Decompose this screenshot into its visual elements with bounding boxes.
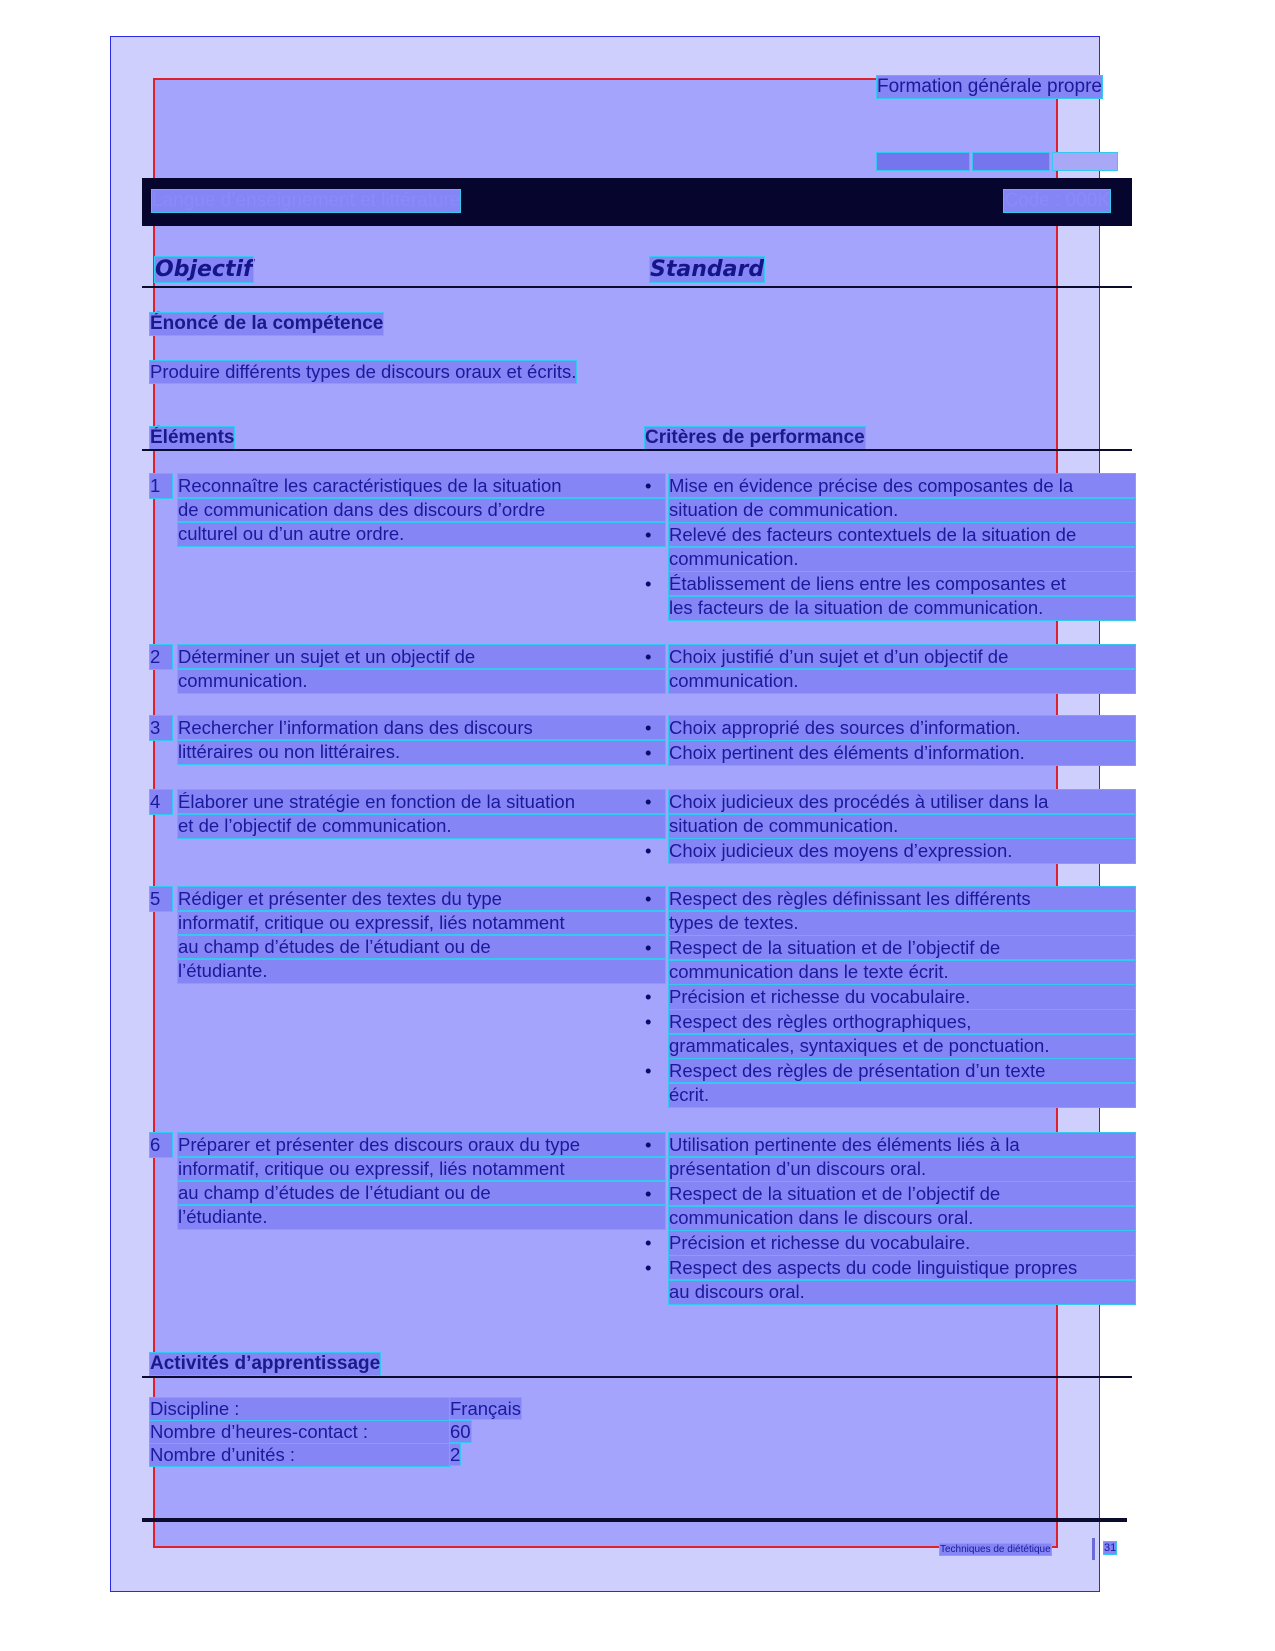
element-item (150, 1133, 665, 1229)
criterion (645, 985, 1135, 1009)
criterion (645, 1133, 1135, 1181)
elements-heading: Éléments (150, 427, 235, 448)
element-text-line: Rechercher l’information dans des discours (178, 716, 665, 740)
criterion (645, 887, 1135, 935)
bullet-icon: • (645, 791, 652, 812)
criterion (645, 790, 1135, 838)
criteres-heading: Critères de performance (645, 427, 865, 448)
element-text-line: littéraires ou non littéraires. (178, 740, 665, 764)
bullet-icon: • (645, 573, 652, 594)
top-label: Formation générale propre (877, 76, 1102, 97)
element-text-line: Reconnaître les caractéristiques de la situation (178, 474, 665, 498)
element-text-line: Préparer et présenter des discours oraux du type (178, 1133, 665, 1157)
element-number: 1 (150, 474, 172, 498)
element-text-line: Rédiger et présenter des textes du type (178, 887, 665, 911)
criterion-text-line: Utilisation pertinente des éléments liés à la (669, 1133, 1135, 1157)
criterion (645, 1231, 1135, 1255)
bullet-icon: • (645, 717, 652, 738)
activite-row (150, 1444, 460, 1466)
criterion-text-line: Choix approprié des sources d’information. (669, 716, 1135, 740)
element-item (150, 645, 665, 693)
element-item (150, 474, 665, 546)
course-code: Code : 000K (1004, 190, 1110, 211)
criterion (645, 1059, 1135, 1107)
criteria-list (645, 887, 1135, 1108)
bullet-icon: • (645, 646, 652, 667)
criterion (645, 839, 1135, 863)
bullet-icon: • (645, 1011, 652, 1032)
criterion (645, 1182, 1135, 1230)
page-number: 31 (1104, 1542, 1117, 1554)
criteria-list (645, 474, 1135, 621)
footer-separator (1092, 1538, 1095, 1560)
criteria-list (645, 790, 1135, 864)
criterion (645, 936, 1135, 984)
bullet-icon: • (645, 524, 652, 545)
activite-value: 2 (450, 1444, 461, 1465)
criteria-list (645, 716, 1135, 766)
element-item (150, 716, 665, 764)
element-text-line: et de l’objectif de communication. (178, 814, 665, 838)
criterion-text-line: Respect des aspects du code linguistique propres (669, 1256, 1135, 1280)
bullet-icon: • (645, 986, 652, 1007)
element-text-line: culturel ou d’un autre ordre. (178, 522, 665, 546)
activite-label: Nombre d’heures-contact : (150, 1421, 450, 1443)
criterion-text-line: Choix judicieux des procédés à utiliser dans la (669, 790, 1135, 814)
element-text-line: Élaborer une stratégie en fonction de la situation (178, 790, 665, 814)
criterion-text-line: communication. (669, 547, 1135, 571)
criterion-text-line: situation de communication. (669, 814, 1135, 838)
enonce-heading: Énoncé de la compétence (150, 313, 384, 334)
element-number: 3 (150, 716, 172, 740)
header-bars (877, 153, 1117, 170)
criterion-text-line: Mise en évidence précise des composantes de la (669, 474, 1135, 498)
element-text-line: informatif, critique ou expressif, liés notamment (178, 1157, 665, 1181)
element-text-line: l’étudiante. (178, 959, 665, 983)
criteria-list (645, 645, 1135, 694)
criterion (645, 1010, 1135, 1058)
criterion-text-line: Établissement de liens entre les composantes et (669, 572, 1135, 596)
criterion (645, 716, 1135, 740)
criterion-text-line: Choix justifié d’un sujet et d’un objectif de (669, 645, 1135, 669)
bullet-icon: • (645, 1060, 652, 1081)
criterion-text-line: situation de communication. (669, 498, 1135, 522)
element-item (150, 887, 665, 983)
element-text-line: informatif, critique ou expressif, liés notamment (178, 911, 665, 935)
criterion (645, 523, 1135, 571)
footer-rule (142, 1518, 1127, 1522)
criterion-text-line: Respect des règles de présentation d’un texte (669, 1059, 1135, 1083)
bullet-icon: • (645, 1183, 652, 1204)
header-bar (877, 153, 969, 170)
activite-row (150, 1398, 521, 1420)
enonce-text: Produire différents types de discours oraux et écrits. (150, 361, 577, 382)
criterion-text-line: Respect de la situation et de l’objectif de (669, 936, 1135, 960)
element-text-line: l’étudiante. (178, 1205, 665, 1229)
element-item (150, 790, 665, 838)
element-text-line: Déterminer un sujet et un objectif de (178, 645, 665, 669)
element-number: 4 (150, 790, 172, 814)
bullet-icon: • (645, 840, 652, 861)
criterion (645, 474, 1135, 522)
element-text-line: communication. (178, 669, 665, 693)
objectif-heading: Objectif (155, 257, 253, 282)
element-text-line: au champ d’études de l’étudiant ou de (178, 935, 665, 959)
criterion-text-line: au discours oral. (669, 1280, 1135, 1304)
bullet-icon: • (645, 937, 652, 958)
bullet-icon: • (645, 742, 652, 763)
criterion (645, 572, 1135, 620)
course-title: Langue d’enseignement et littérature (152, 190, 461, 211)
bullet-icon: • (645, 1232, 652, 1253)
criterion-text-line: Choix judicieux des moyens d’expression. (669, 839, 1135, 863)
criterion-text-line: Précision et richesse du vocabulaire. (669, 1231, 1135, 1255)
criterion-text-line: les facteurs de la situation de communication. (669, 596, 1135, 620)
footer-program: Techniques de diététique (940, 1544, 1051, 1555)
rule (142, 286, 1132, 288)
rule (142, 449, 1132, 451)
title-band (142, 178, 1132, 226)
criterion-text-line: écrit. (669, 1083, 1135, 1107)
bullet-icon: • (645, 1134, 652, 1155)
criterion-text-line: Relevé des facteurs contextuels de la situation de (669, 523, 1135, 547)
criterion-text-line: grammaticales, syntaxiques et de ponctuation. (669, 1034, 1135, 1058)
criteria-list (645, 1133, 1135, 1305)
criterion-text-line: communication. (669, 669, 1135, 693)
criterion (645, 1256, 1135, 1304)
rule (142, 1376, 1132, 1378)
element-number: 5 (150, 887, 172, 911)
bullet-icon: • (645, 1257, 652, 1278)
bullet-icon: • (645, 888, 652, 909)
criterion-text-line: Choix pertinent des éléments d’information. (669, 741, 1135, 765)
bullet-icon: • (645, 475, 652, 496)
element-number: 2 (150, 645, 172, 669)
element-number: 6 (150, 1133, 172, 1157)
criterion-text-line: Précision et richesse du vocabulaire. (669, 985, 1135, 1009)
activites-heading: Activités d’apprentissage (150, 1353, 381, 1374)
criterion-text-line: types de textes. (669, 911, 1135, 935)
criterion (645, 741, 1135, 765)
activite-value: 60 (450, 1421, 471, 1442)
activite-row (150, 1421, 471, 1443)
criterion-text-line: présentation d’un discours oral. (669, 1157, 1135, 1181)
header-bar (1053, 153, 1117, 170)
activite-value: Français (450, 1398, 521, 1419)
element-text-line: au champ d’études de l’étudiant ou de (178, 1181, 665, 1205)
criterion-text-line: Respect des règles définissant les différents (669, 887, 1135, 911)
header-bar (973, 153, 1049, 170)
criterion-text-line: Respect des règles orthographiques, (669, 1010, 1135, 1034)
criterion (645, 645, 1135, 693)
criterion-text-line: communication dans le texte écrit. (669, 960, 1135, 984)
criterion-text-line: communication dans le discours oral. (669, 1206, 1135, 1230)
element-text-line: de communication dans des discours d’ordre (178, 498, 665, 522)
standard-heading: Standard (650, 257, 765, 282)
activite-label: Discipline : (150, 1398, 450, 1420)
criterion-text-line: Respect de la situation et de l’objectif de (669, 1182, 1135, 1206)
activite-label: Nombre d’unités : (150, 1444, 450, 1466)
